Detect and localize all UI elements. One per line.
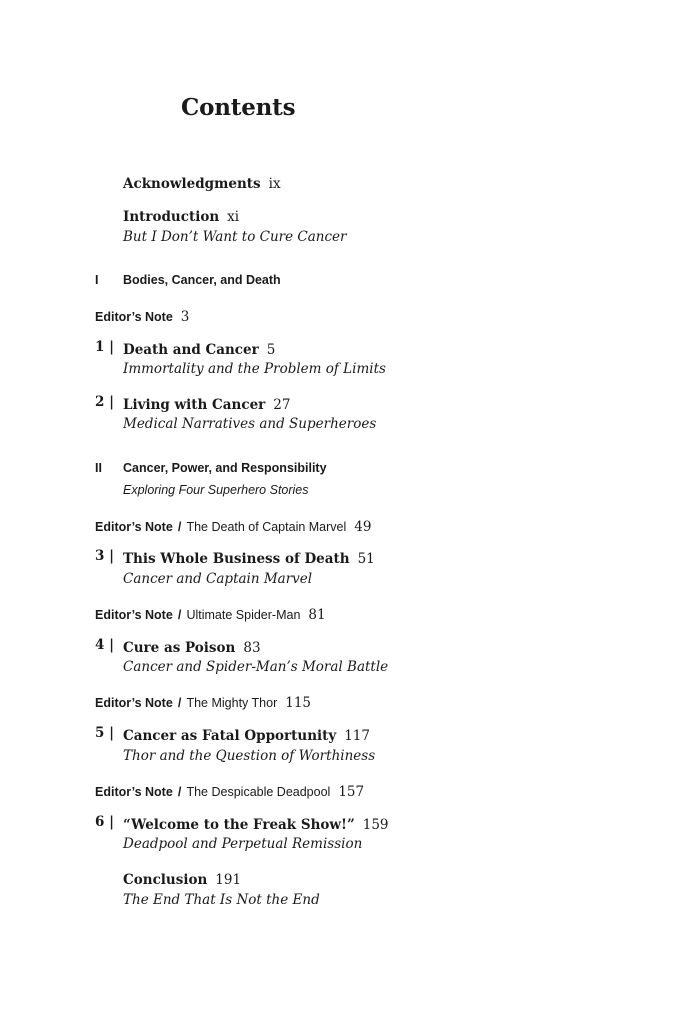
entry-page: 51 <box>357 551 375 567</box>
toc-entry-chapter-3[interactable] <box>123 548 375 567</box>
entry-title: “Welcome to the Freak Show!” <box>123 817 355 833</box>
toc-entry-editors-note[interactable] <box>95 306 189 325</box>
toc-entry-acknowledgments[interactable] <box>123 173 281 192</box>
toc-entry-editors-note[interactable] <box>95 692 311 711</box>
toc-entry-editors-note[interactable] <box>95 516 371 535</box>
entry-page: 117 <box>344 728 370 744</box>
entry-subtitle: The End That Is Not the End <box>123 892 320 908</box>
toc-entry-chapter-4[interactable] <box>123 637 261 656</box>
part-title: Cancer, Power, and Responsibility <box>123 461 327 475</box>
entry-subtitle: But I Don’t Want to Cure Cancer <box>123 229 347 245</box>
part-title: Bodies, Cancer, and Death <box>123 273 281 287</box>
chapter-number: 3 | <box>95 548 115 564</box>
toc-entry-editors-note[interactable] <box>95 604 326 623</box>
chapter-number: 1 | <box>95 339 115 355</box>
entry-label: Editor’s Note <box>95 608 173 622</box>
entry-subtitle: Cancer and Spider-Man’s Moral Battle <box>123 659 389 675</box>
entry-page: 191 <box>215 872 242 888</box>
entry-page: 157 <box>338 784 365 800</box>
part-subtitle: Exploring Four Superhero Stories <box>123 483 309 497</box>
entry-separator: / <box>177 785 182 799</box>
entry-separator: / <box>177 696 182 710</box>
entry-page: ix <box>268 176 281 192</box>
part-numeral: II <box>95 461 102 475</box>
toc-entry-chapter-2[interactable] <box>123 394 290 413</box>
entry-subtitle: Medical Narratives and Superheroes <box>123 416 377 432</box>
entry-label: Editor’s Note <box>95 310 173 324</box>
entry-title: Acknowledgments <box>123 176 261 192</box>
chapter-number: 5 | <box>95 725 115 741</box>
entry-title: Conclusion <box>123 872 208 888</box>
chapter-number: 4 | <box>95 637 115 653</box>
entry-title: The Despicable Deadpool <box>186 785 331 799</box>
entry-page: 83 <box>243 640 261 656</box>
entry-page: 115 <box>285 695 312 711</box>
entry-separator: / <box>177 520 182 534</box>
entry-subtitle: Cancer and Captain Marvel <box>123 571 313 587</box>
entry-subtitle: Deadpool and Perpetual Remission <box>123 836 363 852</box>
entry-subtitle: Immortality and the Problem of Limits <box>123 361 386 377</box>
entry-title: The Death of Captain Marvel <box>186 520 347 534</box>
chapter-number: 2 | <box>95 394 115 410</box>
entry-title: Cancer as Fatal Opportunity <box>123 728 337 744</box>
toc-entry-chapter-1[interactable] <box>123 339 275 358</box>
entry-page: 159 <box>362 817 389 833</box>
entry-page: 27 <box>273 397 291 413</box>
entry-title: This Whole Business of Death <box>123 551 350 567</box>
toc-entry-chapter-5[interactable] <box>123 725 370 744</box>
entry-label: Editor’s Note <box>95 785 173 799</box>
entry-page: 81 <box>308 607 326 623</box>
entry-title: Living with Cancer <box>123 397 266 413</box>
page-title: Contents <box>181 94 296 121</box>
entry-title: The Mighty Thor <box>186 696 278 710</box>
entry-label: Editor’s Note <box>95 696 173 710</box>
toc-entry-conclusion[interactable] <box>123 869 241 888</box>
entry-separator: / <box>177 608 182 622</box>
entry-page: 3 <box>180 309 190 325</box>
toc-entry-introduction[interactable] <box>123 206 239 225</box>
chapter-number: 6 | <box>95 814 115 830</box>
entry-title: Introduction <box>123 209 220 225</box>
toc-entry-editors-note[interactable] <box>95 781 364 800</box>
entry-page: 49 <box>354 519 372 535</box>
entry-subtitle: Thor and the Question of Worthiness <box>123 748 376 764</box>
part-numeral: I <box>95 273 99 287</box>
entry-page: 5 <box>266 342 276 358</box>
entry-title: Death and Cancer <box>123 342 259 358</box>
entry-title: Cure as Poison <box>123 640 236 656</box>
toc-entry-chapter-6[interactable] <box>123 814 389 833</box>
entry-title: Ultimate Spider-Man <box>186 608 301 622</box>
entry-page: xi <box>227 209 240 225</box>
entry-label: Editor’s Note <box>95 520 173 534</box>
